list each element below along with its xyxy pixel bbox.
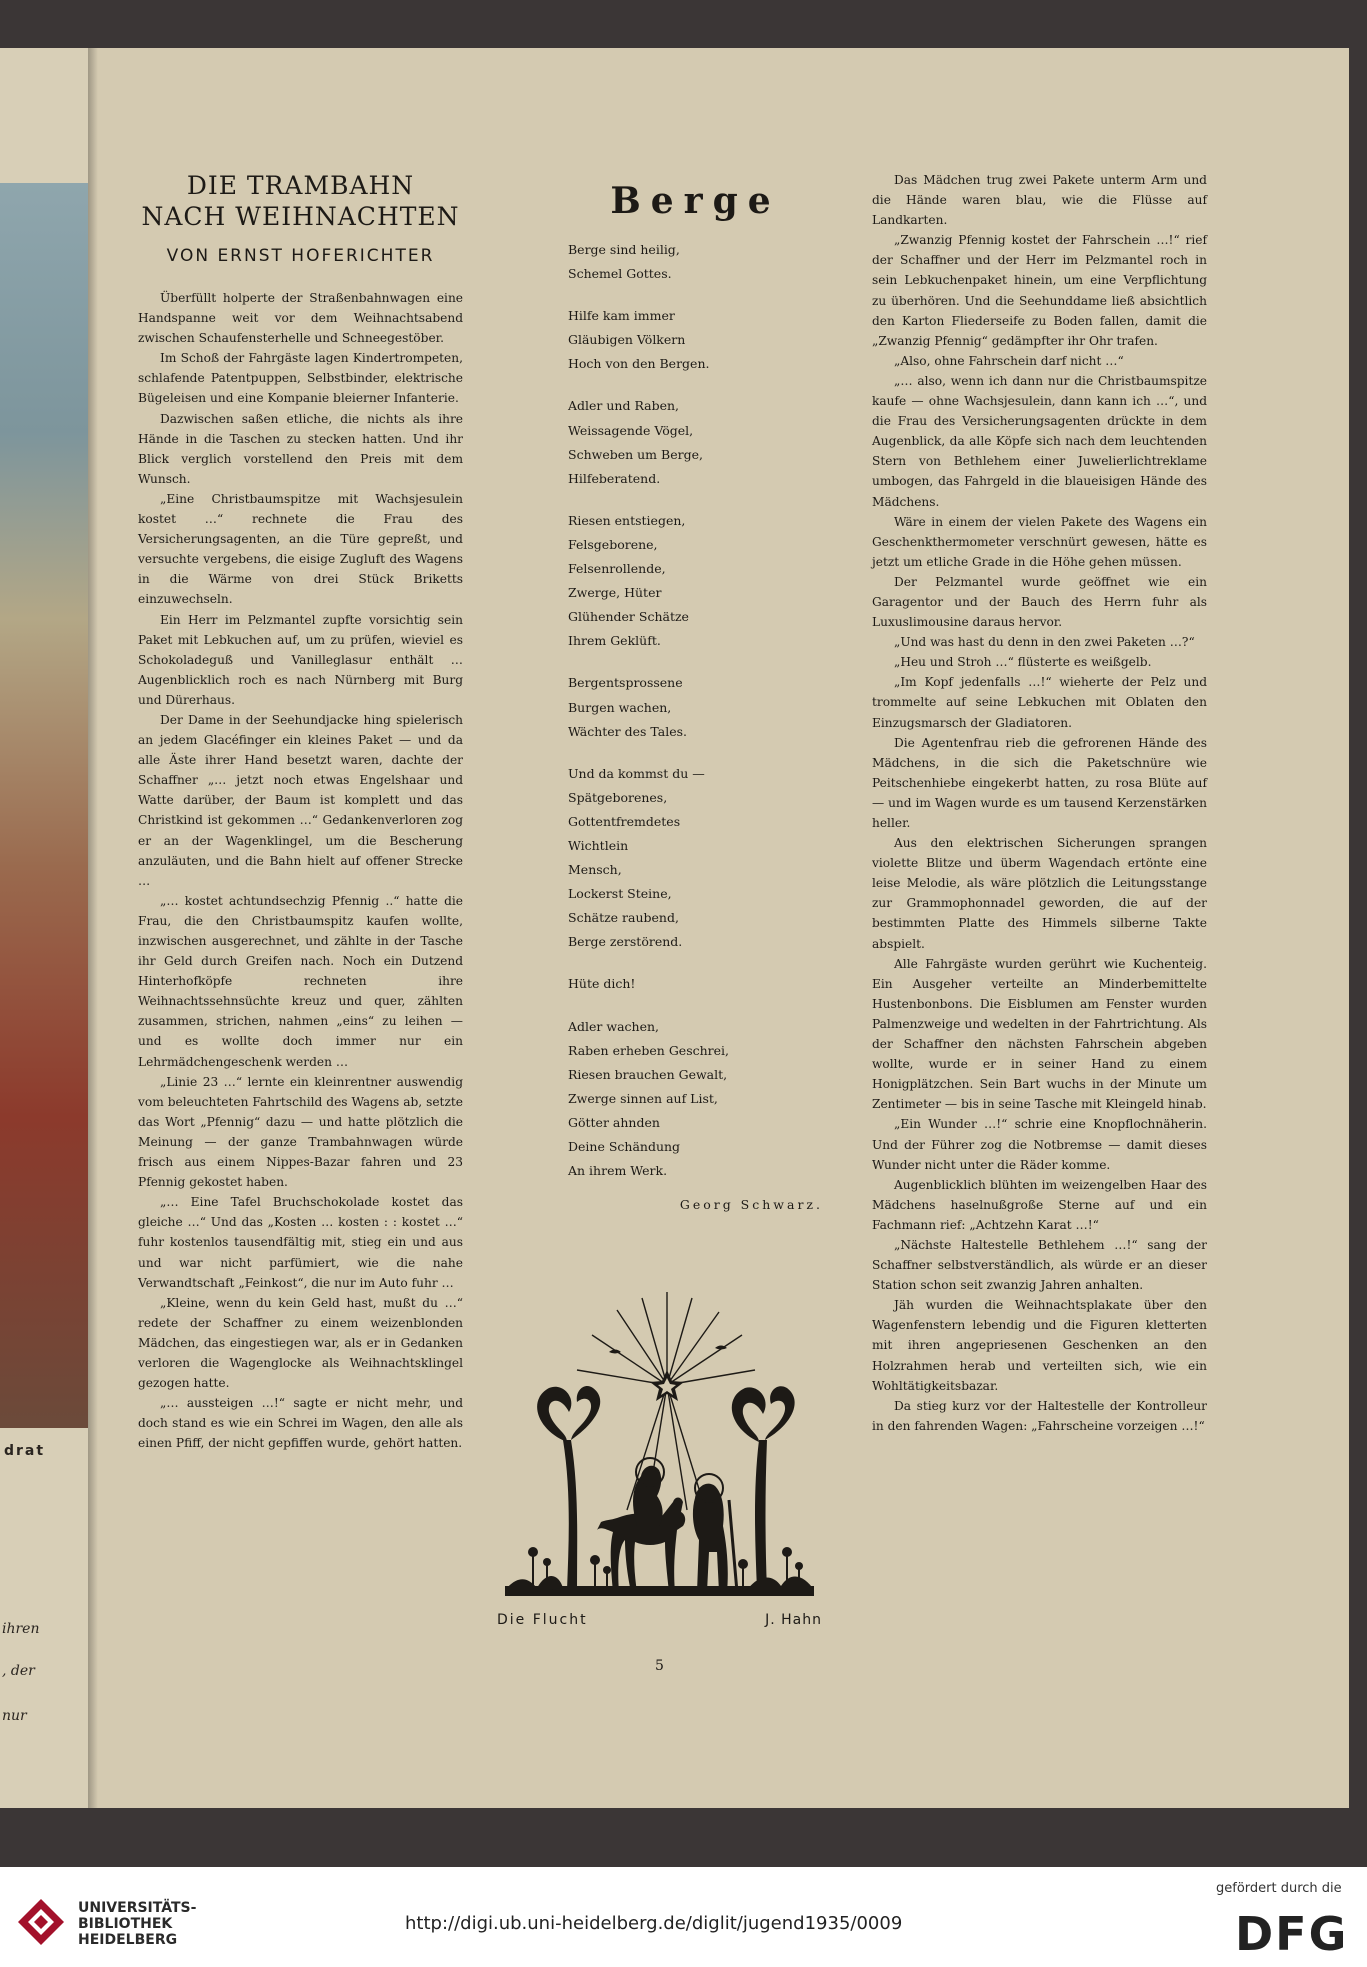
poem-stanza — [568, 762, 823, 955]
article-paragraph: Im Schoß der Fahrgäste lagen Kindertrompeten, schlafende Patentpuppen, Selbstbinder, elektrische Bügeleisen und eine Kompanie bleierner Infanterie. — [138, 351, 463, 406]
figure-caption-artist: J. Hahn — [765, 1612, 822, 1628]
funding-caption: gefördert durch die — [1216, 1881, 1342, 1896]
poem-stanza — [568, 238, 823, 286]
poem-author: Georg Schwarz. — [679, 1197, 823, 1213]
article-paragraph: Überfüllt holperte der Straßenbahnwagen eine Handspanne weit vor dem Weihnachtsabend zwischen Schaufensterhelle und Schneegestöber. — [138, 291, 463, 346]
article-paragraph: „Kleine, wenn du kein Geld hast, mußt du …“ redete der Schaffner zu einem weizenblonden Mädchen, das eingestiegen war, als er in Gedanken verloren die Wagenglocke als Weihnachtsklingel gezogen hatte. — [138, 1295, 463, 1391]
poem-title: Berge — [610, 180, 781, 222]
previous-page-fragment: drat — [4, 1443, 46, 1459]
university-name-line: HEIDELBERG — [78, 1932, 178, 1948]
university-library-name[interactable] — [78, 1900, 196, 1948]
poem-line: An ihrem Werk. — [568, 1163, 668, 1179]
figure-caption-title: Die Flucht — [497, 1612, 588, 1628]
poem-line: Hilfeberatend. — [568, 470, 661, 486]
poem-line: Gläubigen Völkern — [568, 332, 686, 348]
article-paragraph: Der Dame in der Seehundjacke hing spielerisch an jedem Glacéfinger ein kleines Paket — und da alle Äste ihrer Hand besetzt waren, dachte der Schaffner „… jetzt noch etwas Engelshaar und Watte darüber, der Baum ist komplett und das Christkind ist gekommen …“ Gedankenverloren zog er an der Wagenklingel, um die Bescherung anzuläuten, und die Bahn hielt auf offener Strecke … — [138, 712, 463, 888]
poem-line: Riesen entstiegen, — [568, 512, 686, 528]
poem-line: Deine Schändung — [568, 1139, 681, 1154]
article-body-left — [138, 288, 463, 1453]
university-name-line: BIBLIOTHEK — [78, 1916, 173, 1932]
previous-page-fragment: ihren — [2, 1621, 40, 1637]
poem-line: Schweben um Berge, — [568, 446, 703, 462]
poem-line: Hüte dich! — [568, 976, 636, 992]
article-title-line: NACH WEIHNACHTEN — [141, 202, 460, 231]
poem-line: Glühender Schätze — [568, 609, 689, 625]
article-author: VON ERNST HOFERICHTER — [166, 246, 435, 266]
article-paragraph: „… Eine Tafel Bruchschokolade kostet das gleiche …“ Und das „Kosten … kosten : : kostet …“ fuhr kostenlos tausendfältig mit, stieg ein und aus und war nicht parfümiert, wie die nahe Verwandtschaft „Feinkost“, die nur im Auto fuhr … — [138, 1195, 463, 1290]
poem-line: Mensch, — [568, 862, 622, 878]
article-paragraph: Aus den elektrischen Sicherungen sprangen violette Blitze und überm Wagendach ertönte eine leise Melodie, als wäre plötzlich die Leitungsstange zur Grammophonnadel geworden, die auf der bestimmten Platte des Himmels silberne Takte abspielt. — [872, 836, 1207, 951]
poem-stanza — [568, 394, 823, 490]
article-paragraph: Ein Herr im Pelzmantel zupfte vorsichtig sein Paket mit Lebkuchen auf, um zu prüfen, wieviel es Schokoladeguß und Vanilleglasur enthält … Augenblicklich roch es nach Nürnberg mit Burg und Dürerhaus. — [138, 612, 463, 707]
poem-line: Ihrem Geklüft. — [568, 633, 661, 649]
poem-line: Berge zerstörend. — [568, 934, 683, 950]
article-paragraph: Die Agentenfrau rieb die gefrorenen Hände des Mädchens, in die sich die Paketschnüre wie Peitschenhiebe eingekerbt hatten, zu rosa Blüte auf — und im Wagen wurde es um tausend Kerzenstärken heller. — [872, 735, 1207, 830]
article-paragraph: „… also, wenn ich dann nur die Christbaumspitze kaufe — ohne Wachsjesulein, dann kann ich …“, und die Frau des Versicherungsagenten drückte in dem Augenblick, da alle Köpfe sich nach dem leuchtenden Stern von Bethlehem einer Juwelierlichtreklame umbogen, das Fahrgeld in die blaueisigen Hände des Mädchens. — [872, 373, 1207, 509]
article-paragraph: Augenblicklich blühten im weizengelben Haar des Mädchens haselnußgroße Sterne auf und ein Fachmann rief: „Achtzehn Karat …!“ — [872, 1177, 1207, 1232]
university-library-logo-icon[interactable] — [16, 1897, 66, 1947]
previous-page-fragment: , der — [2, 1663, 35, 1679]
poem-stanza — [568, 671, 823, 743]
poem-line: Schemel Gottes. — [568, 266, 672, 282]
article-paragraph: „Eine Christbaumspitze mit Wachsjesulein kostet …“ rechnete die Frau des Versicherungsagenten, an die Türe gepreßt, und versuchte vergebens, die eisige Zugluft des Wagens in die Wärme von drei Stück Briketts einzuwechseln. — [138, 491, 463, 607]
article-paragraph: Wäre in einem der vielen Pakete des Wagens ein Geschenkthermometer verschnürt gewesen, hätte es jetzt um etliche Grade in die Höhe gehen müssen. — [872, 514, 1207, 569]
poem-line: Lockerst Steine, — [568, 886, 672, 902]
spine-shadow — [88, 48, 98, 1808]
poem-line: Raben erheben Geschrei, — [568, 1042, 730, 1058]
poem-line: Felsenrollende, — [568, 561, 666, 577]
viewer-footer — [0, 1867, 1367, 1967]
poem-line: Zwerge sinnen auf List, — [568, 1090, 718, 1106]
poem-line: Hilfe kam immer — [568, 308, 675, 324]
poem-line: Spätgeborenes, — [568, 789, 668, 805]
article-paragraph: „Heu und Stroh …“ flüsterte es weißgelb. — [894, 655, 1152, 670]
poem-stanza — [568, 509, 823, 654]
page-number: 5 — [655, 1658, 664, 1674]
article-column-right — [872, 170, 1207, 1436]
flight-into-egypt-silhouette — [497, 1290, 822, 1630]
article-title — [138, 170, 463, 232]
poem-line: Weissagende Vögel, — [568, 422, 694, 438]
previous-page-fragment: nur — [2, 1708, 27, 1724]
poem-line: Schätze raubend, — [568, 910, 679, 926]
article-paragraph: „Zwanzig Pfennig kostet der Fahrschein …!“ rief der Schaffner und der Herr im Pelzmantel roch in sein Lebkuchenpaket hinein, um eine Verpflichtung zu überhören. Und die Seehunddame ließ absichtlich den Karton Fliederseife zu Boden fallen, damit die „Zwanzig Pfennig“ gedämpfter ihr Ohr trafen. — [872, 233, 1207, 348]
article-paragraph: „Nächste Haltestelle Bethlehem …!“ sang der Schaffner selbstverständlich, als würde er an dieser Station schon seit zwanzig Jahren anhalten. — [872, 1237, 1207, 1293]
poem-line: Adler wachen, — [568, 1018, 659, 1034]
poem-line: Felsgeborene, — [568, 536, 658, 552]
article-column-left — [138, 170, 463, 1453]
article-paragraph: „Also, ohne Fahrschein darf nicht …“ — [894, 353, 1124, 368]
dfg-logo-icon[interactable]: DFG — [1235, 1907, 1349, 1961]
poem-line: Hoch von den Bergen. — [568, 356, 710, 372]
article-paragraph: „Ein Wunder …!“ schrie eine Knopflochnäherin. Und der Führer zog die Notbremse — damit dieses Wunder nicht unter die Räder komme. — [872, 1117, 1207, 1172]
poem-column — [568, 170, 823, 1212]
poem-line: Adler und Raben, — [568, 398, 680, 414]
university-name-line: UNIVERSITÄTS- — [78, 1900, 197, 1916]
poem-line: Wächter des Tales. — [568, 723, 688, 739]
poem-line: Berge sind heilig, — [568, 242, 680, 257]
poem-line: Zwerge, Hüter — [568, 585, 662, 601]
poem-body — [568, 238, 823, 1183]
poem-line: Wichtlein — [568, 837, 629, 853]
article-paragraph: Der Pelzmantel wurde geöffnet wie ein Garagentor und der Bauch des Herrn fuhr als Luxuslimousine daraus hervor. — [872, 574, 1207, 630]
article-paragraph: Dazwischen saßen etliche, die nichts als ihre Hände in die Taschen zu stecken hatten. Und ihr Blick verglich vorstellend den Preis mit dem Wunsch. — [138, 411, 463, 486]
poem-stanza — [568, 972, 823, 996]
poem-line: Und da kommst du — — [568, 765, 705, 781]
article-body-right — [872, 170, 1207, 1436]
article-title-line: DIE TRAMBAHN — [186, 171, 415, 200]
permalink-url[interactable]: http://digi.ub.uni-heidelberg.de/diglit/jugend1935/0009 — [405, 1913, 903, 1934]
poem-line: Götter ahnden — [568, 1114, 660, 1130]
poem-line: Gottentfremdetes — [568, 813, 681, 829]
article-paragraph: „… kostet achtundsechzig Pfennig ..“ hatte die Frau, die den Christbaumspitz kaufen wollte, inzwischen ausgerechnet, und zählte in der Tasche ihr Geld durch Greifen nach. Noch ein Dutzend Hinterhofköpfe rechneten ihre Weihnachtssehnsüchte kreuz und quer, zählten zusammen, strichen, nahmen „eins“ zu leihen — und es wollte doch immer nur ein Lehrmädchengeschenk werden … — [138, 893, 463, 1069]
article-paragraph: „Linie 23 …“ lernte ein kleinrentner auswendig vom beleuchteten Fahrtschild des Wagens ab, setzte das Wort „Pfennig“ dazu — und hatte plötzlich die Meinung — der ganze Trambahnwagen würde frisch aus einem Nippes-Bazar fahren und 23 Pfennig gekostet haben. — [138, 1074, 463, 1190]
poem-line: Bergentsprossene — [568, 675, 683, 691]
article-paragraph: „Im Kopf jedenfalls …!“ wieherte der Pelz und trommelte auf seine Lebkuchen mit Oblaten den Einzugsmarsch der Gladiatoren. — [872, 675, 1207, 730]
article-paragraph: „Und was hast du denn in den zwei Paketen …?“ — [894, 635, 1195, 650]
poem-stanza — [568, 304, 823, 376]
silhouette-image — [497, 1290, 822, 1620]
previous-page-edge — [0, 48, 88, 1808]
article-paragraph: Das Mädchen trug zwei Pakete unterm Arm und die Hände waren blau, wie die Flüsse auf Landkarten. — [872, 173, 1207, 228]
poem-line: Burgen wachen, — [568, 699, 672, 715]
poem-line: Riesen brauchen Gewalt, — [568, 1066, 728, 1082]
article-paragraph: Da stieg kurz vor der Haltestelle der Kontrolleur in den fahrenden Wagen: „Fahrscheine vorzeigen …!“ — [872, 1398, 1207, 1433]
previous-page-painting — [0, 183, 88, 1428]
article-paragraph: Jäh wurden die Weihnachtsplakate über den Wagenfenstern lebendig und die Figuren kletterten mit ihren angepriesenen Geschenken an den Holzrahmen herab und verteilten sich, wie ein Wohltätigkeitsbazar. — [872, 1298, 1207, 1393]
article-paragraph: Alle Fahrgäste wurden gerührt wie Kuchenteig. Ein Ausgeher verteilte an Minderbemittelte Hustenbonbons. Die Eisblumen am Fenster wurden Palmenzweige und wedelten in der Fahrtrichtung. Als der Schaffner den nächsten Fahrschein abgeben wollte, wurde er in seiner Hand zu einem Honigplätzchen. Sein Bart wuchs in der Minute um Zentimeter — bis in seine Tasche mit Kleingeld hinab. — [872, 956, 1207, 1112]
article-paragraph: „… aussteigen …!“ sagte er nicht mehr, und doch stand es wie ein Schrei im Wagen, den alle als einen Pfiff, der nicht gepfiffen wurde, gehört hatten. — [138, 1396, 463, 1451]
poem-stanza — [568, 1015, 823, 1184]
